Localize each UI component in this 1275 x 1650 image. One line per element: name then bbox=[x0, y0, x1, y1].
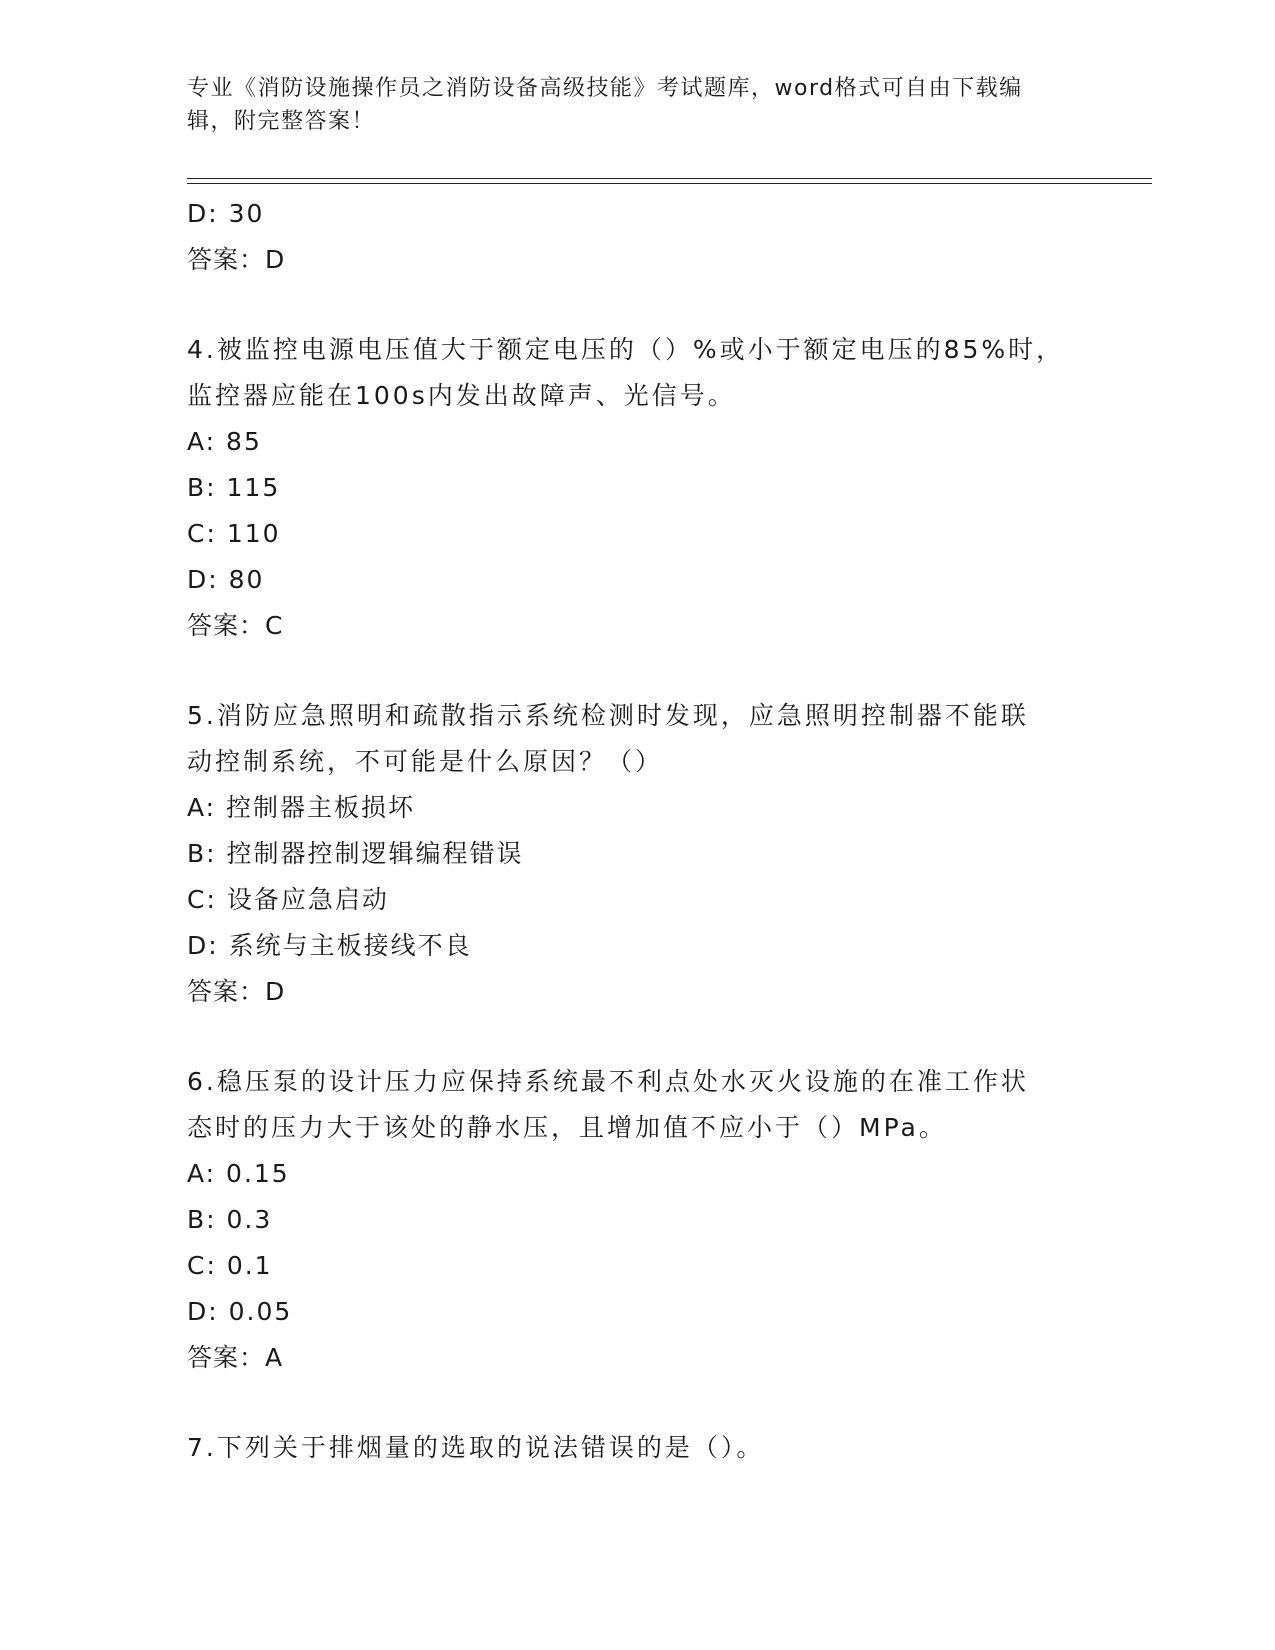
question-item bbox=[187, 1425, 1087, 1471]
question-item bbox=[187, 1059, 1087, 1381]
header-rule-top bbox=[187, 178, 1152, 179]
header-text-line-2: 辑，附完整答案！ bbox=[187, 109, 376, 134]
option-a: A: 控制器主板损坏 bbox=[187, 793, 416, 822]
page-header bbox=[187, 72, 1067, 138]
option-d: D: 系统与主板接线不良 bbox=[187, 931, 472, 960]
question-stem: 动控制系统，不可能是什么原因？（） bbox=[187, 747, 664, 776]
option-c: C: 0.1 bbox=[187, 1251, 273, 1280]
question-list bbox=[187, 191, 1087, 1471]
option-a: A: 85 bbox=[187, 427, 262, 456]
header-text-line-1: 专业《消防设施操作员之消防设备高级技能》考试题库，word格式可自由下载编 bbox=[187, 76, 1023, 101]
question-item bbox=[187, 693, 1087, 1015]
question-stem: 6.稳压泵的设计压力应保持系统最不利点处水灭火设施的在准工作状 bbox=[187, 1067, 1029, 1096]
question-stem: 监控器应能在100s内发出故障声、光信号。 bbox=[187, 381, 736, 410]
option-b: B: 控制器控制逻辑编程错误 bbox=[187, 839, 524, 868]
answer-line: 答案：A bbox=[187, 1343, 284, 1372]
answer-line: 答案：D bbox=[187, 245, 286, 274]
option-b: B: 0.3 bbox=[187, 1205, 273, 1234]
question-stem: 4.被监控电源电压值大于额定电压的（）%或小于额定电压的85%时， bbox=[187, 335, 1065, 364]
question-stem: 7.下列关于排烟量的选取的说法错误的是（）。 bbox=[187, 1433, 765, 1462]
question-stem: 5.消防应急照明和疏散指示系统检测时发现，应急照明控制器不能联 bbox=[187, 701, 1029, 730]
answer-line: 答案：C bbox=[187, 611, 284, 640]
question-stem: 态时的压力大于该处的静水压，且增加值不应小于（）MPa。 bbox=[187, 1113, 947, 1142]
question-item bbox=[187, 327, 1087, 649]
option-d: D: 0.05 bbox=[187, 1297, 293, 1326]
option-a: A: 0.15 bbox=[187, 1159, 290, 1188]
option-d: D: 30 bbox=[187, 199, 265, 228]
answer-line: 答案：D bbox=[187, 977, 286, 1006]
option-b: B: 115 bbox=[187, 473, 281, 502]
option-c: C: 设备应急启动 bbox=[187, 885, 389, 914]
option-d: D: 80 bbox=[187, 565, 265, 594]
header-rule-bottom bbox=[187, 183, 1152, 184]
option-c: C: 110 bbox=[187, 519, 281, 548]
